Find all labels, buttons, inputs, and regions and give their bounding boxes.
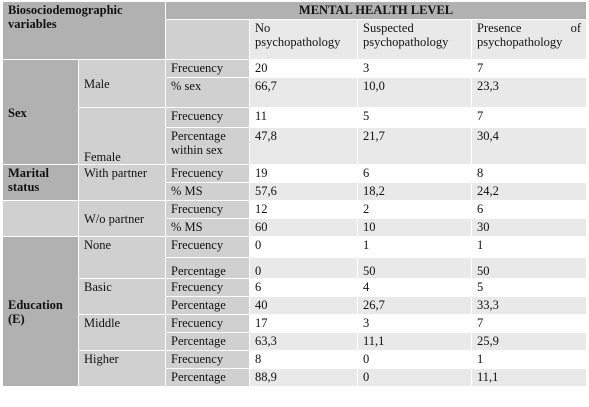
stat-label: Frecuency: [166, 165, 250, 183]
value-cell: 3: [358, 315, 472, 333]
value-cell: 23,3: [472, 78, 587, 108]
stat-label: Frecuency: [166, 237, 250, 258]
value-cell: 57,6: [250, 183, 358, 201]
value-cell: 10,0: [358, 78, 472, 108]
value-cell: 1: [472, 237, 587, 258]
stat-label: % MS: [166, 183, 250, 201]
value-cell: 8: [250, 351, 358, 369]
col-suspected-psychopathology: Suspected psychopathology: [358, 20, 472, 60]
value-cell: 63,3: [250, 333, 358, 351]
group-marital-status: Marital status: [3, 165, 79, 201]
value-cell: 1: [358, 237, 472, 258]
sub-with-partner: With partner: [79, 165, 166, 201]
stat-label: Percentage: [166, 297, 250, 315]
table-row: [3, 279, 587, 297]
sub-none: None: [79, 237, 166, 279]
table-row: [3, 201, 587, 219]
value-cell: 26,7: [358, 297, 472, 315]
stat-label: Frecuency: [166, 201, 250, 219]
table-row: [3, 108, 587, 128]
sub-higher: Higher: [79, 351, 166, 387]
value-cell: 8: [472, 165, 587, 183]
value-cell: 10: [358, 219, 472, 237]
sub-middle: Middle: [79, 315, 166, 351]
value-cell: 6: [250, 279, 358, 297]
value-cell: 19: [250, 165, 358, 183]
value-cell: 12: [250, 201, 358, 219]
value-cell: 66,7: [250, 78, 358, 108]
value-cell: 50: [358, 258, 472, 279]
value-cell: 60: [250, 219, 358, 237]
table-row: [3, 165, 587, 183]
sub-without-partner: W/o partner: [79, 201, 166, 237]
value-cell: 33,3: [472, 297, 587, 315]
sub-male: Male: [79, 60, 166, 108]
value-cell: 18,2: [358, 183, 472, 201]
value-cell: 4: [358, 279, 472, 297]
stat-label: Frecuency: [166, 315, 250, 333]
stat-label: Frecuency: [166, 108, 250, 128]
stat-label: Percentage: [166, 333, 250, 351]
value-cell: 24,2: [472, 183, 587, 201]
header-row: [3, 2, 587, 20]
mental-health-table: [2, 1, 587, 387]
stat-label: Frecuency: [166, 60, 250, 78]
stat-label: % sex: [166, 78, 250, 108]
stat-label: Percentage within sex: [166, 128, 250, 165]
sub-basic: Basic: [79, 279, 166, 315]
value-cell: 50: [472, 258, 587, 279]
value-cell: 47,8: [250, 128, 358, 165]
value-cell: 6: [358, 165, 472, 183]
table-row: [3, 315, 587, 333]
value-cell: 25,9: [472, 333, 587, 351]
value-cell: 5: [358, 108, 472, 128]
table-row: [3, 60, 587, 78]
value-cell: 3: [358, 60, 472, 78]
stat-label: Percentage: [166, 258, 250, 279]
table-row: [3, 351, 587, 369]
value-cell: 21,7: [358, 128, 472, 165]
group-sex: Sex: [3, 60, 79, 165]
stat-label: Frecuency: [166, 351, 250, 369]
value-cell: 0: [358, 369, 472, 387]
table-row: [3, 237, 587, 258]
value-cell: 5: [472, 279, 587, 297]
value-cell: 1: [472, 351, 587, 369]
value-cell: 88,9: [250, 369, 358, 387]
value-cell: 7: [472, 108, 587, 128]
stat-label: Percentage: [166, 369, 250, 387]
value-cell: 6: [472, 201, 587, 219]
value-cell: 20: [250, 60, 358, 78]
variables-header: Biosociodemographic variables: [3, 2, 166, 60]
value-cell: 30,4: [472, 128, 587, 165]
level-title: MENTAL HEALTH LEVEL: [166, 2, 587, 20]
value-cell: 11,1: [472, 369, 587, 387]
stat-label: % MS: [166, 219, 250, 237]
value-cell: 11,1: [358, 333, 472, 351]
value-cell: 11: [250, 108, 358, 128]
sub-female: Female: [79, 108, 166, 165]
group-marital-blank: [3, 201, 79, 237]
col-presence-psychopathology: Presence of psychopathology: [472, 20, 587, 60]
group-education: Education (E): [3, 237, 79, 387]
value-cell: 40: [250, 297, 358, 315]
value-cell: 0: [358, 351, 472, 369]
value-cell: 2: [358, 201, 472, 219]
col-no-psychopathology: No psychopathology: [250, 20, 358, 60]
value-cell: 7: [472, 315, 587, 333]
value-cell: 17: [250, 315, 358, 333]
value-cell: 7: [472, 60, 587, 78]
stat-label: Frecuency: [166, 279, 250, 297]
blank-header-cell: [166, 20, 250, 60]
value-cell: 0: [250, 258, 358, 279]
value-cell: 0: [250, 237, 358, 258]
value-cell: 30: [472, 219, 587, 237]
